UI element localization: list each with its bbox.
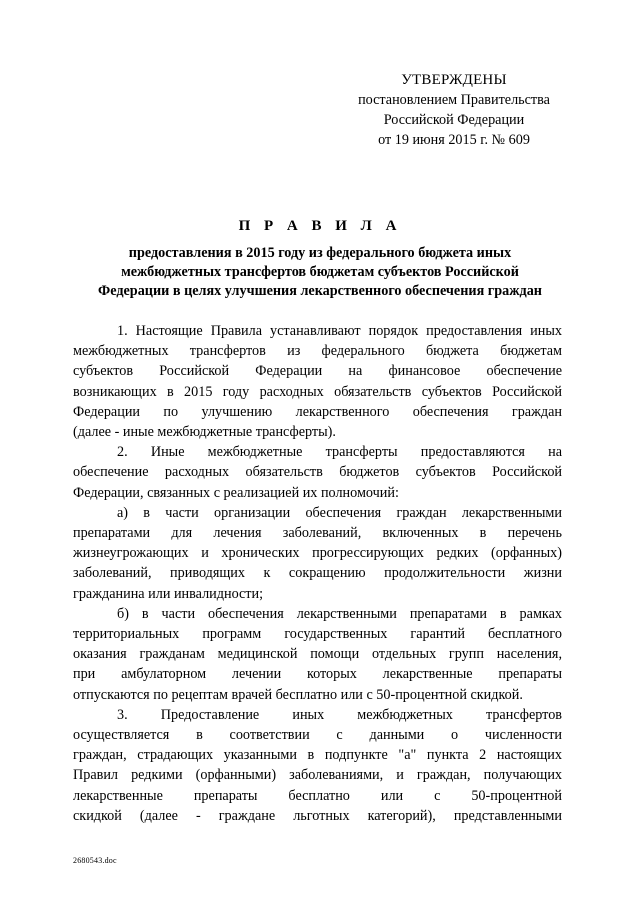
body-line: Правил редкими (орфанными) заболеваниями, и граждан, получающих [73, 767, 562, 784]
file-name-footer: 2680543.doc [73, 856, 117, 865]
body-line: 1. Настоящие Правила устанавливают порядок предоставления иных [117, 323, 562, 339]
body-line: 3. Предоставление иных межбюджетных трансфертов [117, 706, 562, 723]
body-line: межбюджетных трансфертов из федерального бюджета бюджетам [73, 343, 562, 360]
document-subtitle [70, 244, 570, 301]
body-line: гражданина или инвалидности; [73, 585, 264, 602]
body-line: осуществляется в соответствии с данными о численности [73, 727, 562, 744]
body-line: оказания гражданам медицинской помощи отдельных групп населения, [73, 646, 562, 663]
body-line: возникающих в 2015 году расходных обязательств субъектов Российской [73, 383, 562, 400]
approval-line-2: Российской Федерации [383, 112, 525, 128]
body-line: лекарственные препараты бесплатно или с 50-процентной [73, 787, 562, 804]
body-line: заболеваний, приводящих к сокращению продолжительности жизни [73, 565, 562, 582]
body-line: отпускаются по рецептам врачей бесплатно или с 50-процентной скидкой. [73, 686, 523, 703]
subtitle-line: Федерации в целях улучшения лекарственного обеспечения граждан [98, 283, 542, 299]
body-line: препаратами для лечения заболеваний, включенных в перечень [73, 525, 562, 542]
body-line: (далее - иные межбюджетные трансферты). [73, 424, 336, 441]
body-line: б) в части обеспечения лекарственными препаратами в рамках [117, 605, 562, 622]
approval-block [318, 70, 590, 150]
approval-line-1: постановлением Правительства [358, 92, 550, 108]
body-line: обеспечение расходных обязательств бюджетов субъектов Российской [73, 464, 562, 481]
body-line: 2. Иные межбюджетные трансферты предоставляются на [117, 444, 562, 461]
body-line: Федерации, связанных с реализацией их полномочий: [73, 484, 399, 501]
body-line: территориальных программ государственных гарантий бесплатного [73, 626, 562, 643]
body-line: а) в части организации обеспечения граждан лекарственными [117, 504, 562, 521]
body-line: при амбулаторном лечении которых лекарственные препараты [73, 666, 562, 683]
subtitle-line: предоставления в 2015 году из федерального бюджета иных [128, 245, 512, 261]
approval-line-3: от 19 июня 2015 г. № 609 [378, 132, 530, 148]
document-body [73, 321, 562, 826]
document-title: П Р А В И Л А [238, 218, 402, 234]
body-line: скидкой (далее - граждане льготных категорий), представленными [73, 807, 562, 824]
body-line: субъектов Российской Федерации на финансовое обеспечение [73, 363, 562, 380]
body-line: граждан, страдающих указанными в подпункте "а" пункта 2 настоящих [73, 747, 562, 764]
subtitle-line: межбюджетных трансфертов бюджетам субъектов Российской [121, 264, 519, 280]
body-line: Федерации по улучшению лекарственного обеспечения граждан [73, 403, 562, 420]
approval-heading: УТВЕРЖДЕНЫ [401, 72, 507, 88]
body-line: жизнеугрожающих и хронических прогрессирующих редких (орфанных) [73, 545, 562, 562]
